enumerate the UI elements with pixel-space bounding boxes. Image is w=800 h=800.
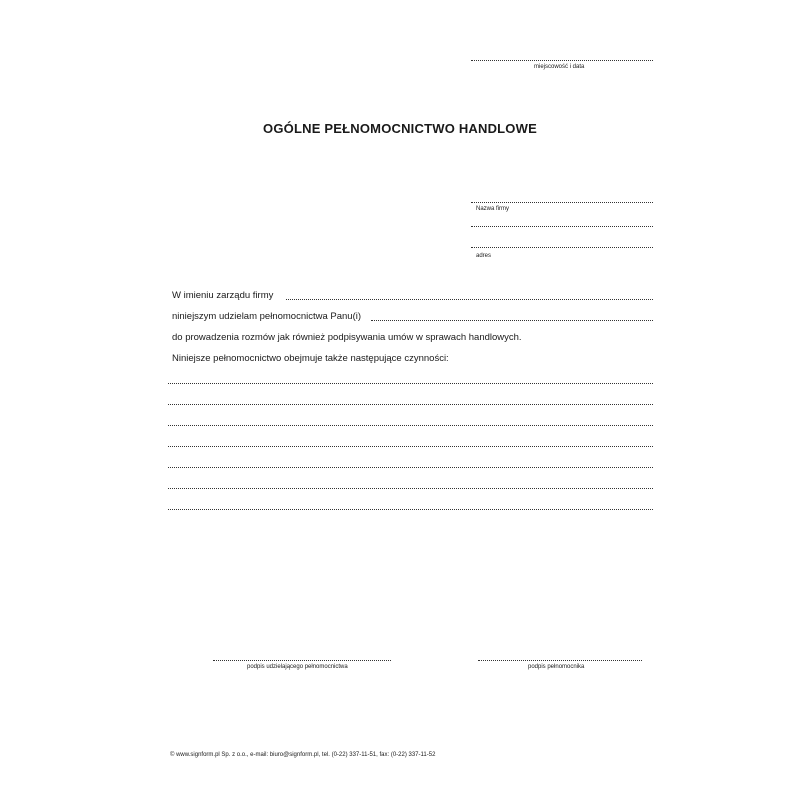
grantor-signature-label: podpis udzielającego pełnomocnictwa: [247, 664, 348, 670]
activity-line[interactable]: [168, 425, 653, 426]
company-extra-line[interactable]: [471, 226, 653, 227]
activity-line[interactable]: [168, 404, 653, 405]
attorney-signature-label: podpis pełnomocnika: [528, 664, 585, 670]
activity-line[interactable]: [168, 383, 653, 384]
grant-label: niniejszym udzielam pełnomocnictwa Panu(i): [172, 311, 362, 322]
place-date-label: miejscowość i data: [534, 64, 585, 70]
company-address-label: adres: [476, 253, 492, 259]
activity-line[interactable]: [168, 509, 653, 510]
footer-contact: © www.signform.pl Sp. z o.o., e-mail: biuro@signform.pl, tel. (0-22) 337-11-51, fax: (0-22) 337-11-52: [170, 752, 436, 758]
grantor-signature-line[interactable]: [213, 660, 391, 661]
place-date-line[interactable]: [471, 60, 653, 61]
attorney-name-line[interactable]: [371, 320, 653, 321]
management-label: W imieniu zarządu firmy: [172, 290, 274, 301]
company-name-label: Nazwa firmy: [476, 206, 510, 212]
management-company-line[interactable]: [286, 299, 653, 300]
activity-line[interactable]: [168, 446, 653, 447]
activity-line[interactable]: [168, 488, 653, 489]
company-address-line[interactable]: [471, 247, 653, 248]
activity-line[interactable]: [168, 467, 653, 468]
attorney-signature-line[interactable]: [478, 660, 642, 661]
company-name-line[interactable]: [471, 202, 653, 203]
additional-activities-text: Niniejsze pełnomocnictwo obejmuje także następujące czynności:: [172, 353, 449, 364]
scope-text: do prowadzenia rozmów jak również podpisywania umów w sprawach handlowych.: [172, 332, 522, 343]
document-title: OGÓLNE PEŁNOMOCNICTWO HANDLOWE: [263, 121, 537, 136]
